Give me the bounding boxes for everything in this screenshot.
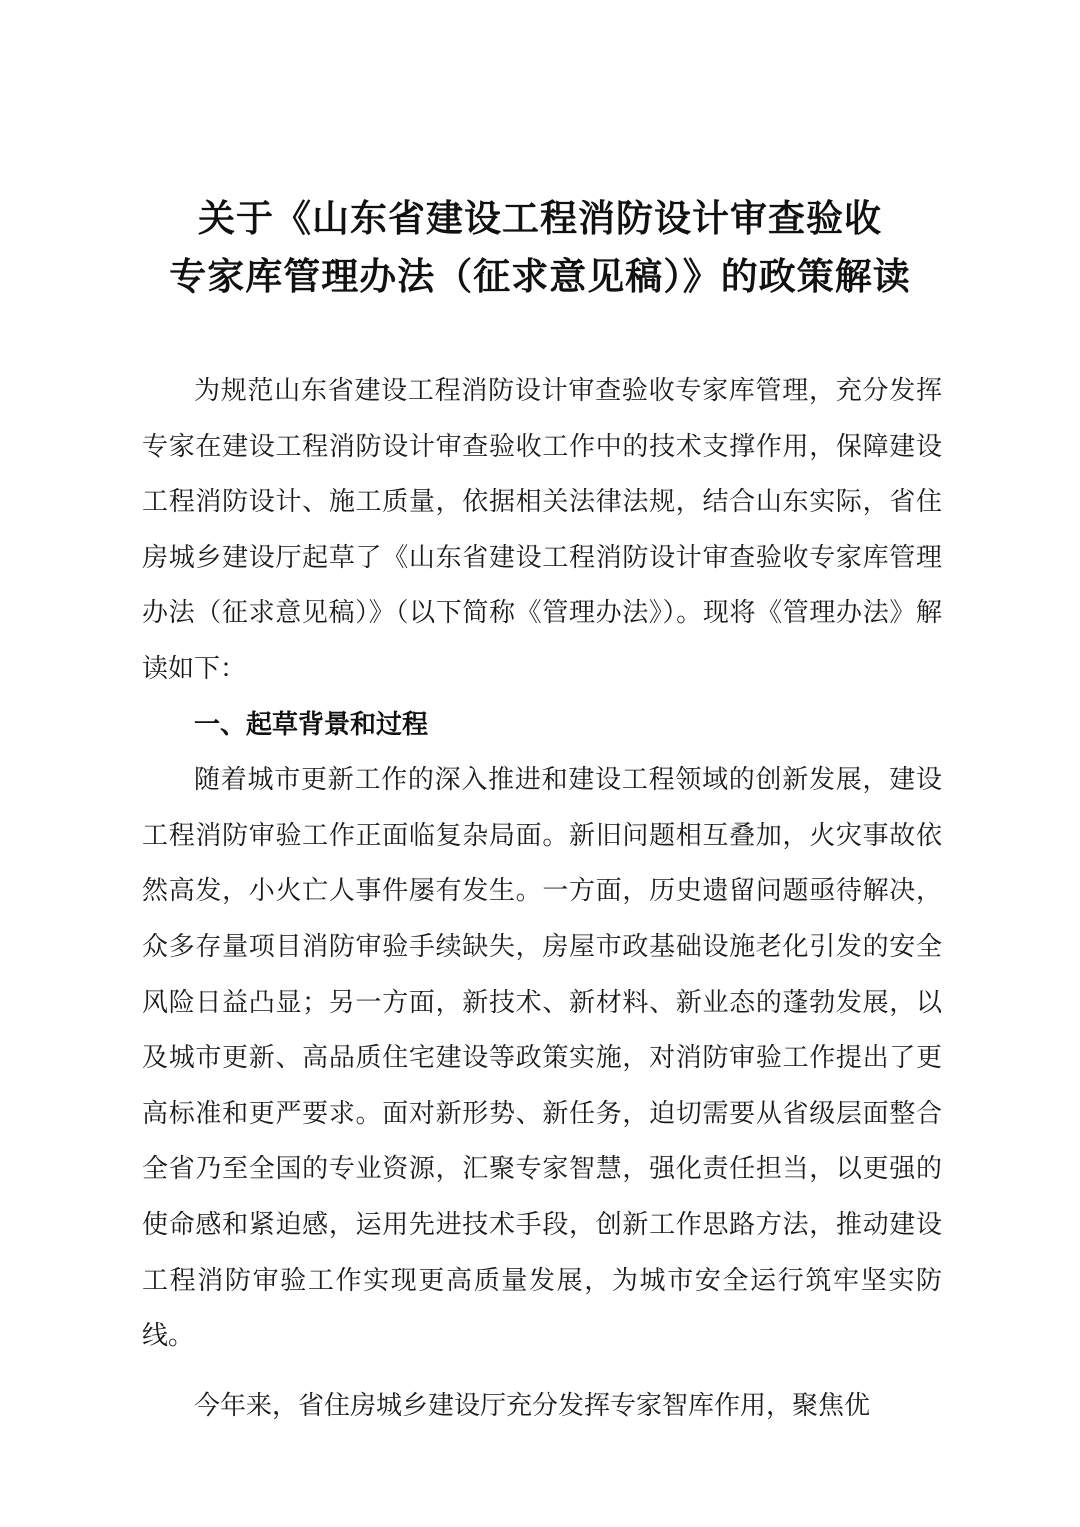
document-body <box>142 364 942 1434</box>
section-paragraph: 今年来，省住房城乡建设厅充分发挥专家智库作用，聚焦优 <box>194 1390 871 1421</box>
document-title <box>0 190 1080 306</box>
intro-paragraph: 为规范山东省建设工程消防设计审查验收专家库管理，充分发挥专家在建设工程消防设计审查验收工作中的技术支撑作用，保障建设工程消防设计、施工质量，依据相关法律法规，结合山东实际，省住房城乡建设厅起草了《山东省建设工程消防设计审查验收专家库管理办法（征求意见稿）》（以下简称《管理办法》）。现将《管理办法》解读如下： <box>142 376 942 684</box>
title-line-2: 专家库管理办法（征求意见稿）》的政策解读 <box>169 255 911 298</box>
title-line-1: 关于《山东省建设工程消防设计审查验收 <box>198 197 882 240</box>
section-paragraph: 随着城市更新工作的深入推进和建设工程领域的创新发展，建设工程消防审验工作正面临复杂局面。新旧问题相互叠加，火灾事故依然高发，小火亡人事件屡有发生。一方面，历史遗留问题亟待解决，众多存量项目消防审验手续缺失，房屋市政基础设施老化引发的安全风险日益凸显；另一方面，新技术、新材料、新业态的蓬勃发展，以及城市更新、高品质住宅建设等政策实施，对消防审验工作提出了更高标准和更严要求。面对新形势、新任务，迫切需要从省级层面整合全省乃至全国的专业资源，汇聚专家智慧，强化责任担当，以更强的使命感和紧迫感，运用先进技术手段，创新工作思路方法，推动建设工程消防审验工作实现更高质量发展，为城市安全运行筑牢坚实防线。 <box>142 765 942 1352</box>
section-heading: 一、起草背景和过程 <box>194 709 429 740</box>
